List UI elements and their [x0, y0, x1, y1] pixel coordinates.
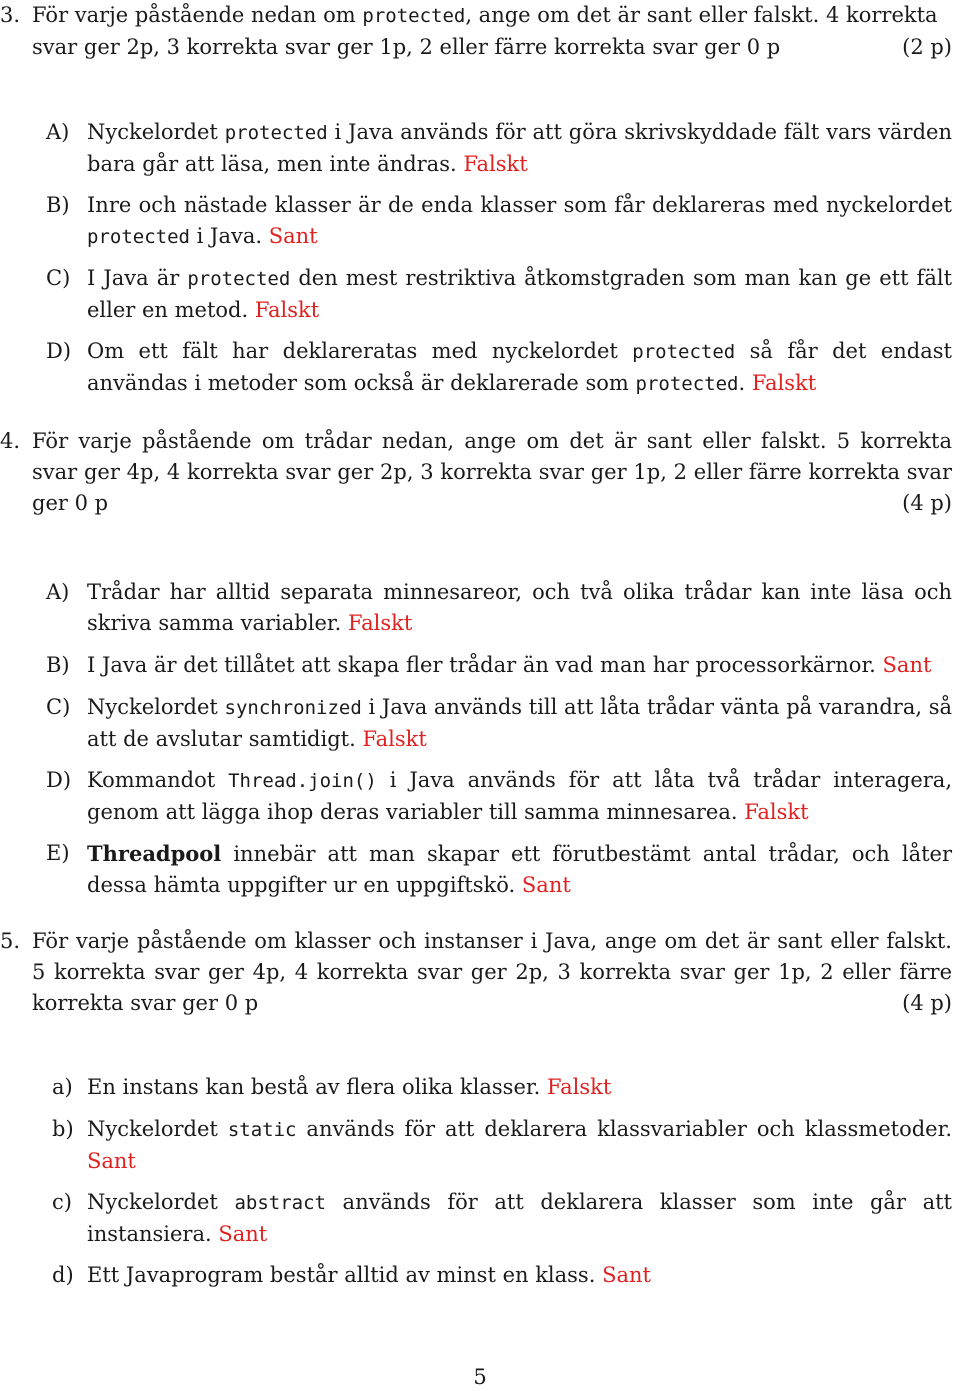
keyword: protected — [362, 5, 466, 27]
item-label: A) — [46, 120, 70, 144]
item-label: B) — [46, 653, 70, 677]
q4-item-e: E) Threadpool innebär att man skapar ett förutbestämt antal trådar, och låter dessa hämta uppgifter ur en uppgiftskö. Sant — [46, 838, 952, 901]
keyword: synchronized — [224, 697, 362, 719]
q3-item-b: B) Inre och nästade klasser är de enda klasser som får deklareras med nyckelordet protected i Java. Sant — [46, 190, 952, 253]
item-label: d) — [52, 1263, 74, 1287]
answer: Falskt — [546, 1075, 612, 1099]
question-4-heading: 4. För varje påstående om trådar nedan, ange om det är sant eller falskt. 5 korrekta svar ger 4p, 4 korrekta svar ger 2p, 3 korrekta svar ger 1p, 2 eller färre korrekta svar ger 0 p (4 p) — [0, 426, 952, 519]
keyword: protected — [632, 341, 736, 363]
q4-item-b: B) I Java är det tillåtet att skapa fler trådar än vad man har processorkärnor. Sant — [46, 650, 952, 681]
points: (4 p) — [902, 991, 952, 1015]
keyword: static — [227, 1119, 297, 1141]
answer: Falskt — [751, 371, 817, 395]
item-label: D) — [46, 768, 72, 792]
q4-item-a: A) Trådar har alltid separata minnesareor, och två olika trådar kan inte läsa och skriva samma variabler. Falskt — [46, 577, 952, 639]
item-label: E) — [46, 841, 70, 865]
question-number: 4. — [0, 429, 21, 453]
question-number: 3. — [0, 3, 21, 27]
answer: Sant — [602, 1263, 651, 1287]
term: Threadpool — [87, 841, 222, 866]
item-label: A) — [46, 580, 70, 604]
answer: Sant — [218, 1222, 268, 1246]
keyword: protected — [187, 268, 291, 290]
answer: Falskt — [347, 611, 413, 635]
q5-item-d: d) Ett Javaprogram består alltid av minst en klass. Sant — [46, 1260, 952, 1291]
q3-item-a: A) Nyckelordet protected i Java används för att göra skrivskyddade fält vars värden bara går att läsa, men inte ändras. Falskt — [46, 117, 952, 180]
answer: Falskt — [744, 800, 809, 824]
q4-item-c: C) Nyckelordet synchronized i Java används till att låta trådar vänta på varandra, så att de avslutar samtidigt. Falskt — [46, 692, 952, 755]
item-label: B) — [46, 193, 70, 217]
q3-item-d: D) Om ett fält har deklareratas med nyckelordet protected så får det endast användas i metoder som också är deklarerade som protected. Falskt — [46, 336, 952, 400]
q5-item-b: b) Nyckelordet static används för att deklarera klassvariabler och klassmetoder. Sant — [46, 1114, 952, 1177]
answer: Sant — [521, 873, 571, 897]
q4-item-d: D) Kommandot Thread.join() i Java används för att låta två trådar interagera, genom att lägga ihop deras variabler till samma minnesarea. Falskt — [46, 765, 952, 828]
page-number: 5 — [473, 1365, 487, 1389]
q5-item-a: a) En instans kan bestå av flera olika klasser. Falskt — [46, 1072, 952, 1103]
answer: Sant — [87, 1149, 136, 1173]
keyword: Thread.join() — [228, 770, 377, 792]
points: (2 p) — [902, 35, 952, 59]
question-3-heading: 3. För varje påstående nedan om protected, ange om det är sant eller falskt. 4 korrekta svar ger 2p, 3 korrekta svar ger 1p, 2 eller färre korrekta svar ger 0 p (2 p) — [0, 0, 952, 63]
answer: Falskt — [362, 727, 427, 751]
q5-item-c: c) Nyckelordet abstract används för att deklarera klasser som inte går att instansiera. Sant — [46, 1187, 952, 1250]
item-label: C) — [46, 695, 71, 719]
answer: Sant — [268, 224, 318, 248]
item-label: C) — [46, 266, 71, 290]
answer: Falskt — [254, 298, 320, 322]
item-label: c) — [52, 1190, 72, 1214]
points: (4 p) — [902, 491, 952, 515]
item-label: b) — [52, 1117, 74, 1141]
q3-item-c: C) I Java är protected den mest restriktiva åtkomstgraden som man kan ge ett fält eller en metod. Falskt — [46, 263, 952, 326]
answer: Sant — [882, 653, 932, 677]
item-label: a) — [52, 1075, 73, 1099]
keyword: protected — [635, 373, 739, 395]
keyword: protected — [87, 226, 190, 248]
item-label: D) — [46, 339, 72, 363]
keyword: abstract — [234, 1192, 326, 1214]
question-5-heading: 5. För varje påstående om klasser och instanser i Java, ange om det är sant eller falskt. 5 korrekta svar ger 4p, 4 korrekta svar ger 2p, 3 korrekta svar ger 1p, 2 eller färre korrekta svar ger 0 p (4 p) — [0, 926, 952, 1019]
answer: Falskt — [463, 152, 528, 176]
keyword: protected — [224, 122, 328, 144]
question-number: 5. — [0, 929, 21, 953]
